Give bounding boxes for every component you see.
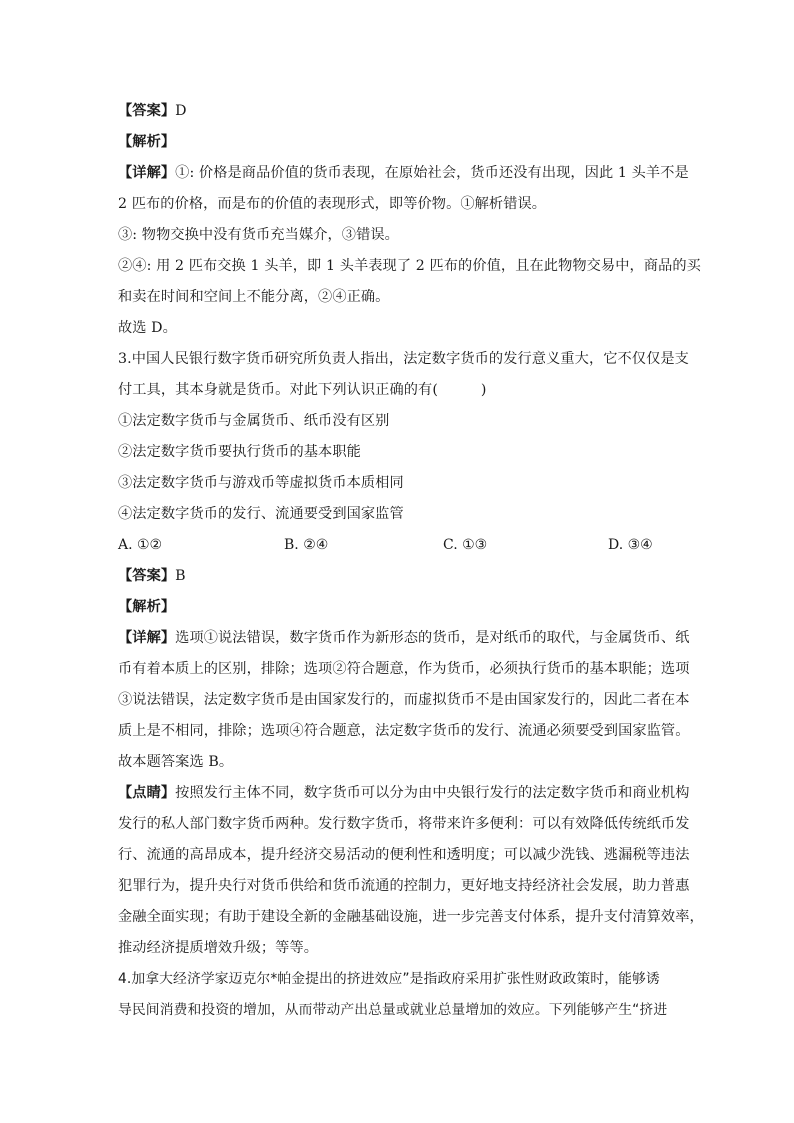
analysis-tag: 【解析】: [118, 599, 176, 615]
document-page: [118, 96, 704, 1026]
options-row: [118, 530, 678, 561]
detail-line: 2 匹布的价格，而是布的价值的表现形式，即等价物。①解析错误。: [118, 196, 547, 212]
statement-item: ④法定数字货币的发行、流通要受到国家监管: [118, 506, 404, 522]
answer-value: B: [175, 568, 186, 584]
analysis-tag: 【解析】: [118, 134, 176, 150]
statement-item: ①法定数字货币与金属货币、纸币没有区别: [118, 413, 390, 429]
option-d: D. ③④: [608, 537, 653, 553]
detail-line: ②④: 用 2 匹布交换 1 头羊，即 1 头羊表现了 2 匹布的价值，且在此物物交易中，商品的买: [118, 258, 701, 274]
question-stem: 4.加拿大经济学家迈克尔*帕金提出的挤进效应”是指政府采用扩张性财政政策时，能够诱: [118, 971, 660, 987]
analysis-heading: [118, 127, 678, 158]
option-a: A. ①②: [118, 537, 163, 553]
question-stem: 导民间消费和投资的增加，从而带动产出总量或就业总量增加的效应。下列能够产生“挤进: [118, 1002, 668, 1018]
question-stem: 付工具，其本身就是货币。对此下列认识正确的有( ): [118, 382, 487, 398]
detail-tag: 【详解】: [118, 165, 176, 181]
note-line: 发行的私人部门数字货币两种。发行数字货币，将带来许多便利：可以有效降低传统纸币发: [118, 816, 690, 832]
question-stem: 3.中国人民银行数字货币研究所负责人指出，法定数字货币的发行意义重大，它不仅仅是支: [118, 351, 689, 367]
detail-line: ③说法错误，法定数字货币是由国家发行的，而虚拟货币不是由国家发行的，因此二者在本: [118, 692, 690, 708]
detail-text: 选项①说法错误，数字货币作为新形态的货币，是对纸币的取代，与金属货币、纸: [175, 630, 690, 646]
note-line: 犯罪行为，提升央行对货币供给和货币流通的控制力，更好地支持经济社会发展，助力普惠: [118, 878, 690, 894]
note-line: 推动经济提质增效升级；等等。: [118, 940, 319, 956]
detail-line: 币有着本质上的区别，排除；选项②符合题意，作为货币，必须执行货币的基本职能；选项: [118, 661, 690, 677]
answer-tag: 【答案】: [118, 103, 176, 119]
statement-item: ③法定数字货币与游戏币等虚拟货币本质相同: [118, 475, 404, 491]
answer-line: [118, 96, 678, 127]
analysis-heading: [118, 592, 678, 623]
detail-line: 故本题答案选 B。: [118, 754, 234, 770]
note-line: 金融全面实现；有助于建设全新的金融基础设施，进一步完善支付体系，提升支付清算效率，: [118, 909, 704, 925]
detail-line: 故选 D。: [118, 320, 177, 336]
note-line: 行、流通的高昂成本，提升经济交易活动的便利性和透明度；可以减少洗钱、逃漏税等违法: [118, 847, 690, 863]
detail-line: [118, 623, 690, 654]
answer-tag: 【答案】: [118, 568, 176, 584]
option-c: C. ①③: [443, 537, 488, 553]
detail-tag: 【详解】: [118, 630, 176, 646]
note-text: 按照发行主体不同，数字货币可以分为由中央银行发行的法定数字货币和商业机构: [175, 785, 690, 801]
detail-text: ①: 价格是商品价值的货币表现，在原始社会，货币还没有出现，因此 1 头羊不是: [175, 165, 689, 181]
statement-item: ②法定数字货币要执行货币的基本职能: [118, 444, 361, 460]
answer-line: [118, 561, 678, 592]
option-b: B. ②④: [284, 537, 329, 553]
note-tag: 【点睛】: [118, 785, 176, 801]
detail-line: 质上是不相同，排除；选项④符合题意，法定数字货币的发行、流通必须要受到国家监管。: [118, 723, 690, 739]
detail-line: [118, 158, 689, 189]
detail-line: ③: 物物交换中没有货币充当媒介，③错误。: [118, 227, 399, 243]
detail-line: 和卖在时间和空间上不能分离，②④正确。: [118, 289, 390, 305]
answer-value: D: [175, 103, 187, 119]
note-line: [118, 778, 690, 809]
